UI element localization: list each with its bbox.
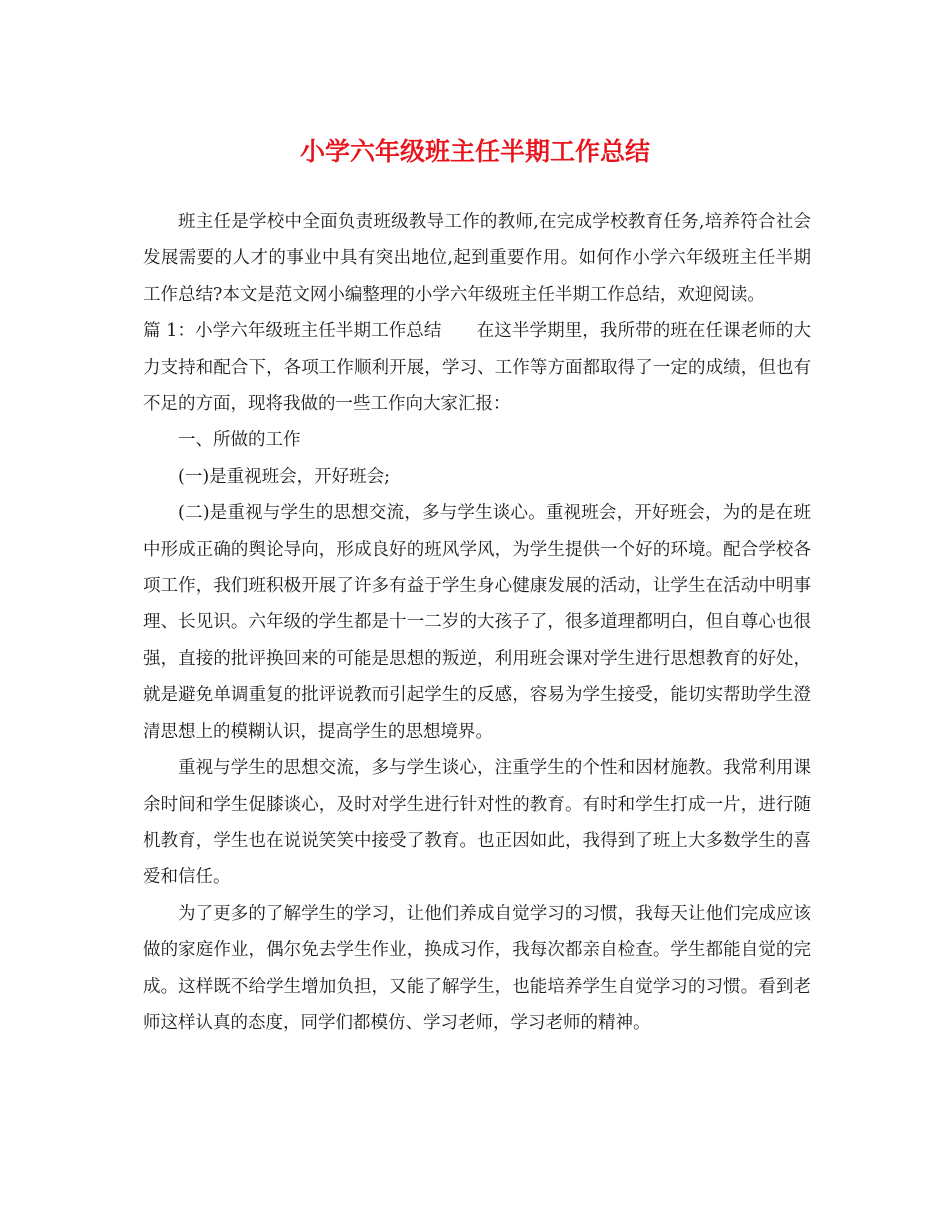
paragraph-communication: 重视与学生的思想交流，多与学生谈心，注重学生的个性和因材施教。我常利用课余时间和学生促膝谈心，及时对学生进行针对性的教育。有时和学生打成一片，进行随机教育，学生也在说说笑笑中接受了教育。也正因如此，我得到了班上大多数学生的喜爱和信任。 <box>143 758 811 888</box>
paragraph-item-1: (一)是重视班会，开好班会; <box>178 466 391 487</box>
document-body <box>143 204 811 1041</box>
paragraph-intro: 班主任是学校中全面负责班级教导工作的教师,在完成学校教育任务,培养符合社会发展需要的人才的事业中具有突出地位,起到重要作用。如何作小学六年级班主任半期工作总结?本文是范文网小编整理的小学六年级班主任半期工作总结，欢迎阅读。 <box>143 212 811 305</box>
paragraph-subheading-work: 一、所做的工作 <box>178 430 301 451</box>
document-title: 小学六年级班主任半期工作总结 <box>299 137 650 166</box>
paragraph-item-2: (二)是重视与学生的思想交流，多与学生谈心。重视班会，开好班会，为的是在班中形成正确的舆论导向，形成良好的班风学风，为学生提供一个好的环境。配合学校各项工作，我们班积极开展了许多有益于学生身心健康发展的活动，让学生在活动中明事理、长见识。六年级的学生都是十一二岁的大孩子了，很多道理都明白，但自尊心也很强，直接的批评换回来的可能是思想的叛逆，利用班会课对学生进行思想教育的好处，就是避免单调重复的批评说教而引起学生的反感，容易为学生接受，能切实帮助学生澄清思想上的模糊认识，提高学生的思想境界。 <box>143 503 811 742</box>
paragraph-homework: 为了更多的了解学生的学习，让他们养成自觉学习的习惯，我每天让他们完成应该做的家庭作业，偶尔免去学生作业，换成习作，我每次都亲自检查。学生都能自觉的完成。这样既不给学生增加负担，又能了解学生，也能培养学生自觉学习的习惯。看到老师这样认真的态度，同学们都模仿、学习老师，学习老师的精神。 <box>143 903 811 1033</box>
paragraph-section-1-heading: 篇 1：小学六年级班主任半期工作总结 在这半学期里，我所带的班在任课老师的大力支持和配合下，各项工作顺利开展，学习、工作等方面都取得了一定的成绩，但也有不足的方面，现将我做的一些工作向大家汇报： <box>143 321 811 415</box>
